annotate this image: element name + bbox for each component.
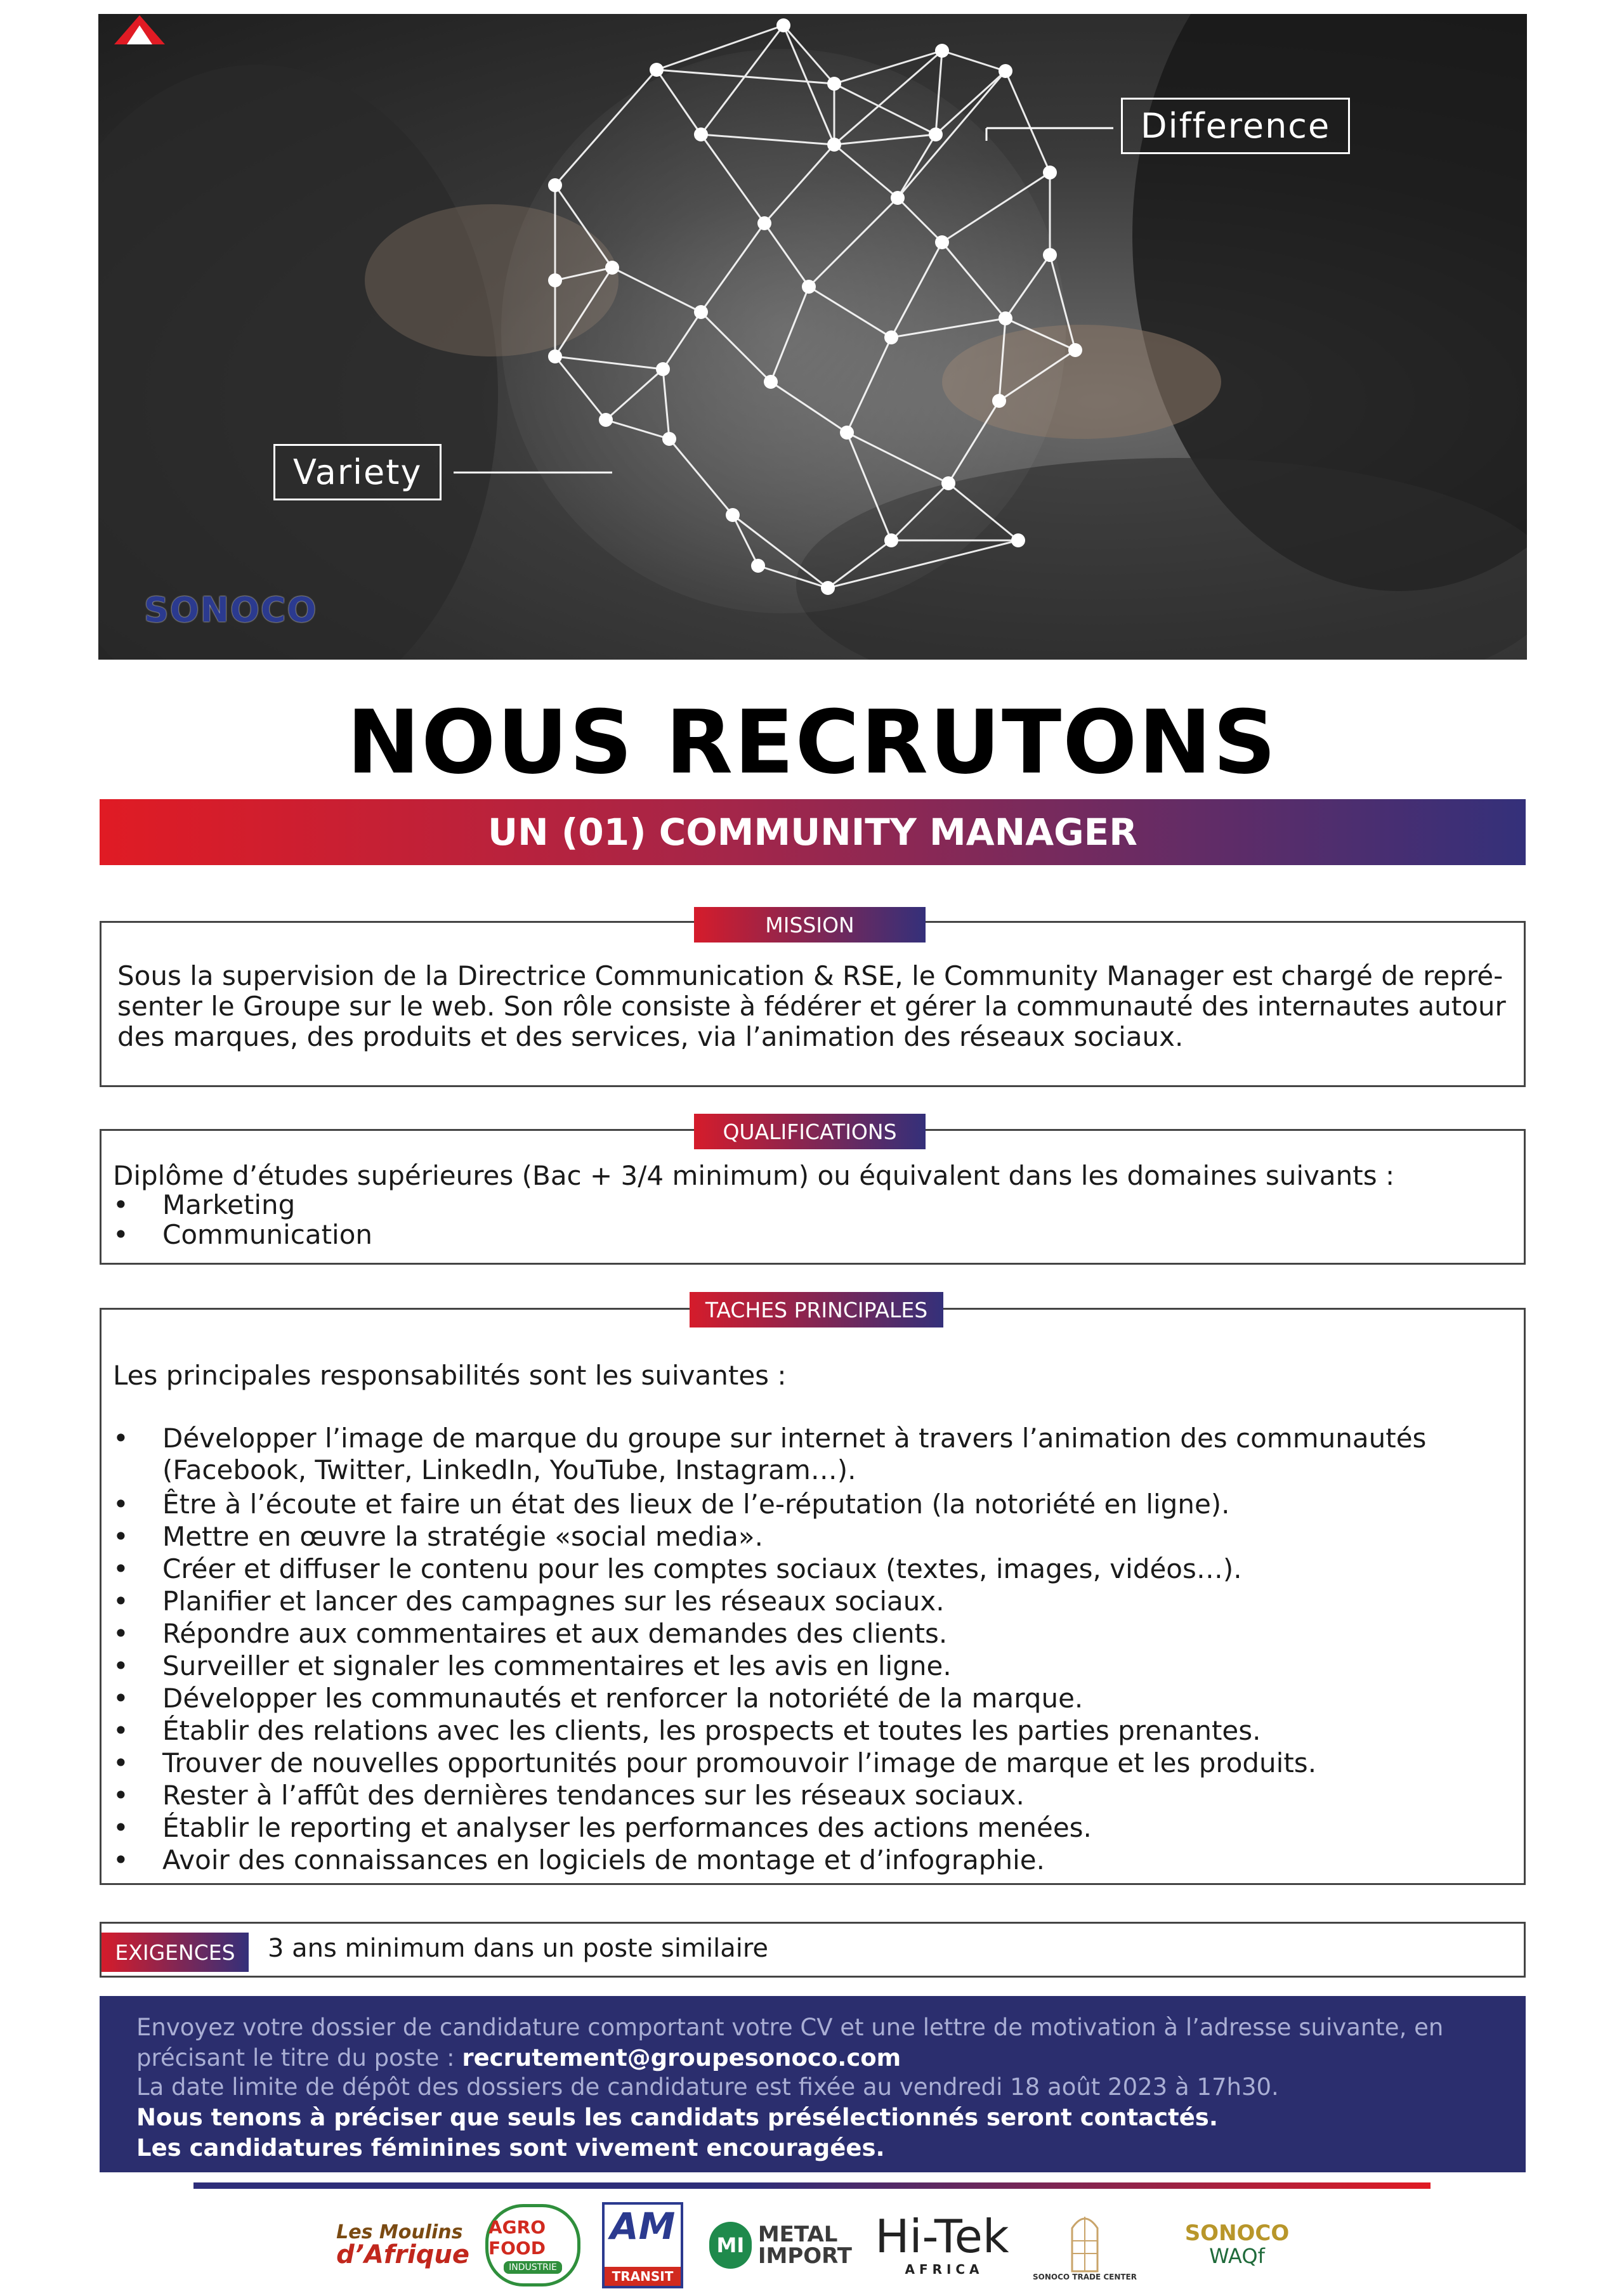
bullet-icon: • [113,1586,129,1617]
logo-am-transit [601,2201,684,2290]
network-node [650,63,664,77]
logo-sonoco-waqf [1167,2201,1307,2290]
network-node [827,138,841,152]
hitek-text: Hi-Tek [875,2210,1009,2263]
application-footer [100,1996,1526,2172]
task-item-text: Planifier et lancer des campagnes sur les réseaux sociaux. [162,1586,945,1617]
logo-hi-tek-africa [872,2201,1012,2290]
network-node [821,581,835,595]
wheat-icon [330,2207,334,2283]
footer-line-4: Nous tenons à préciser que seuls les candidats présélectionnés seront contactés. [136,2104,1218,2131]
network-node [1011,533,1025,547]
task-item-text: Établir des relations avec les clients, les prospects et toutes les parties prenantes. [162,1715,1261,1746]
logo-metal-import [709,2201,852,2290]
bullet-icon: • [113,1844,129,1875]
footer-line-5: Les candidatures féminines sont vivement encouragées. [136,2134,885,2162]
metal-text: METAL [757,2222,838,2247]
am-transit-text: TRANSIT [605,2267,681,2286]
bullet-icon: • [113,1715,129,1746]
moulins-text-2: d’Afrique [336,2240,469,2269]
network-node [548,178,562,192]
network-node [929,127,943,141]
bullet-icon: • [113,1812,129,1843]
network-node [599,413,613,427]
task-item-text: Créer et diffuser le contenu pour les comptes sociaux (textes, images, vidéos…). [162,1553,1242,1584]
qualifications-label: QUALIFICATIONS [694,1114,926,1149]
agrofood-text-1: AGRO FOOD [488,2217,546,2259]
network-node [776,18,790,32]
footer-line-2 [136,2044,901,2071]
network-node [605,261,619,275]
task-item-text: Mettre en œuvre la stratégie «social media». [162,1521,763,1552]
network-node [548,273,562,287]
network-node [802,280,816,294]
footer-line-3: La date limite de dépôt des dossiers de candidature est fixée au vendredi 18 août 2023 à 17h30. [136,2073,1279,2101]
network-node [1068,343,1082,357]
metal-import-mark: MI [709,2222,752,2269]
application-email-link[interactable]: recrutement@groupesonoco.com [462,2044,901,2071]
moulins-text-1: Les Moulins [336,2221,463,2243]
network-node [884,533,898,547]
hero-tag-difference: Difference [1121,98,1350,154]
sonoco-logo-mark [98,14,181,46]
mission-line-1: Sous la supervision de la Directrice Communication & RSE, le Community Manager est chargé de repré- [117,960,1503,991]
waqf-sonoco-text: SONOCO [1184,2220,1290,2246]
network-node [662,432,676,446]
network-node [656,362,670,376]
network-node [764,375,778,389]
bullet-icon: • [113,1683,129,1714]
hitek-africa-text: A F R I C A [905,2262,979,2277]
network-node [694,305,708,319]
mission-line-3: des marques, des produits et des services, via l’animation des réseaux sociaux. [117,1021,1184,1052]
network-node [840,426,854,440]
agrofood-text-2: INDUSTRIE [504,2261,562,2274]
requirements-text: 3 ans minimum dans un poste similaire [268,1934,769,1963]
bullet-icon: • [113,1618,129,1649]
task-item-text: Développer les communautés et renforcer la notoriété de la marque. [162,1683,1084,1714]
network-node [726,508,740,522]
network-node [992,394,1006,408]
footer-divider [193,2182,1431,2189]
network-node [891,191,905,205]
footer-line-2-prefix: précisant le titre du poste : [136,2044,462,2071]
logo-sonoco-trade-center [1028,2201,1142,2290]
network-node [999,311,1012,325]
mission-line-2: senter le Groupe sur le web. Son rôle consiste à fédérer et gérer la communauté des internautes autour [117,991,1506,1022]
mission-label: MISSION [694,907,926,943]
bullet-icon: • [113,1553,129,1584]
logo-moulins-dafrique [330,2201,469,2290]
network-node [1043,248,1057,262]
tasks-label: TACHES PRINCIPALES [690,1292,943,1327]
network-node [935,235,949,249]
tower-icon [1063,2209,1107,2273]
network-node [999,64,1012,78]
logo-agro-food [485,2201,580,2290]
trade-center-text: SONOCO TRADE CENTER [1033,2273,1137,2281]
hero-banner [98,14,1527,660]
requirements-label: EXIGENCES [102,1933,249,1972]
hero-tag-variety: Variety [273,444,442,500]
network-node [757,216,771,230]
task-item-text: Avoir des connaissances en logiciels de montage et d’infographie. [162,1844,1045,1875]
task-item-text: Être à l’écoute et faire un état des lieux de l’e-réputation (la notoriété en ligne). [162,1489,1230,1520]
task-item-text: Établir le reporting et analyser les performances des actions menées. [162,1812,1092,1843]
network-node [694,127,708,141]
network-node [548,349,562,363]
network-node [827,77,841,91]
mission-text [117,961,1513,1052]
network-node [884,330,898,344]
network-node [935,44,949,58]
page-title: NOUS RECRUTONS [346,691,1278,793]
import-text: IMPORT [757,2243,852,2269]
network-node [941,476,955,490]
position-title-bar: UN (01) COMMUNITY MANAGER [100,799,1526,865]
tasks-intro: Les principales responsabilités sont les suivantes : [113,1360,787,1391]
bullet-icon: • [113,1489,129,1520]
am-text: AM [610,2205,676,2248]
task-item-text: Répondre aux commentaires et aux demandes des clients. [162,1618,948,1649]
footer-line-1: Envoyez votre dossier de candidature comportant votre CV et une lettre de motivation à l’adresse suivante, en [136,2014,1444,2041]
task-item-text: Trouver de nouvelles opportunités pour promouvoir l’image de marque et les produits. [162,1747,1317,1778]
bullet-icon: • [113,1521,129,1552]
network-node [1043,166,1057,179]
task-item-text: Surveiller et signaler les commentaires et les avis en ligne. [162,1650,952,1681]
waqf-text: WAQf [1209,2243,1265,2268]
network-node [751,559,765,573]
sonoco-logo-text: SONOCO [144,590,318,630]
qualifications-intro: Diplôme d’études supérieures (Bac + 3/4 minimum) ou équivalent dans les domaines suivants : [113,1160,1395,1191]
bullet-icon: • [113,1780,129,1811]
bullet-icon: • [113,1650,129,1681]
bullet-icon: • [113,1747,129,1778]
task-item-text: Rester à l’affût des dernières tendances sur les réseaux sociaux. [162,1780,1025,1811]
